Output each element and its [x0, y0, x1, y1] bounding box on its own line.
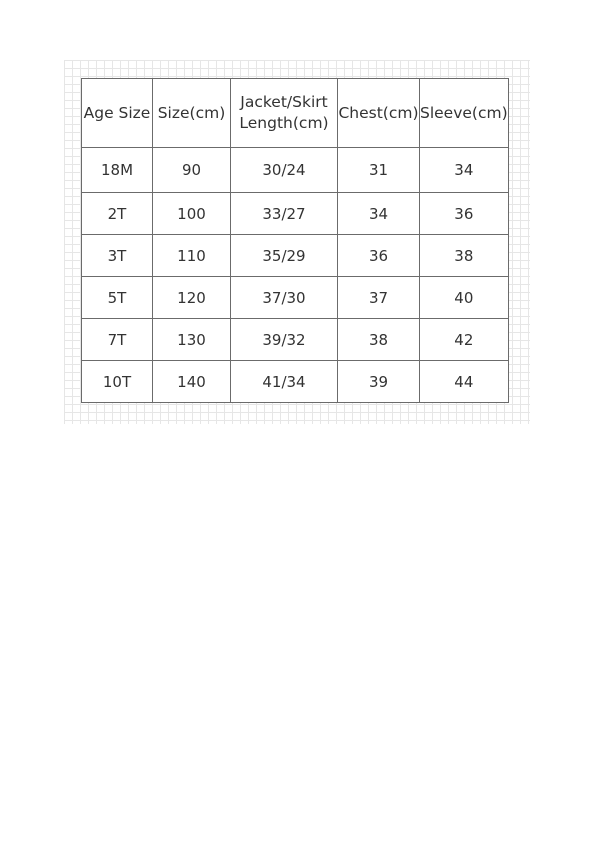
- cell-age-size: 18M: [82, 148, 153, 193]
- cell-size: 140: [153, 361, 231, 403]
- cell-length: 35/29: [231, 235, 338, 277]
- cell-sleeve: 36: [420, 193, 509, 235]
- cell-chest: 36: [338, 235, 420, 277]
- cell-sleeve: 44: [420, 361, 509, 403]
- table-row: [82, 319, 509, 361]
- cell-size: 120: [153, 277, 231, 319]
- cell-age-size: 5T: [82, 277, 153, 319]
- cell-age-size: 10T: [82, 361, 153, 403]
- table-row: [82, 361, 509, 403]
- cell-age-size: 2T: [82, 193, 153, 235]
- size-chart-table: [81, 78, 509, 403]
- cell-chest: 37: [338, 277, 420, 319]
- cell-age-size: 3T: [82, 235, 153, 277]
- cell-sleeve: 40: [420, 277, 509, 319]
- header-age-size: Age Size: [82, 79, 153, 148]
- cell-chest: 39: [338, 361, 420, 403]
- cell-chest: 31: [338, 148, 420, 193]
- cell-size: 110: [153, 235, 231, 277]
- cell-size: 90: [153, 148, 231, 193]
- cell-sleeve: 34: [420, 148, 509, 193]
- table-header-row: [82, 79, 509, 148]
- cell-length: 33/27: [231, 193, 338, 235]
- cell-length: 41/34: [231, 361, 338, 403]
- cell-length: 30/24: [231, 148, 338, 193]
- cell-size: 100: [153, 193, 231, 235]
- cell-chest: 34: [338, 193, 420, 235]
- header-size-cm: Size(cm): [153, 79, 231, 148]
- table-row: [82, 193, 509, 235]
- cell-chest: 38: [338, 319, 420, 361]
- cell-length: 39/32: [231, 319, 338, 361]
- cell-sleeve: 42: [420, 319, 509, 361]
- header-sleeve-cm: Sleeve(cm): [420, 79, 509, 148]
- header-chest-cm: Chest(cm): [338, 79, 420, 148]
- table-row: [82, 148, 509, 193]
- table-row: [82, 277, 509, 319]
- cell-sleeve: 38: [420, 235, 509, 277]
- cell-length: 37/30: [231, 277, 338, 319]
- table-row: [82, 235, 509, 277]
- cell-age-size: 7T: [82, 319, 153, 361]
- cell-size: 130: [153, 319, 231, 361]
- header-jacket-skirt-length: Jacket/Skirt Length(cm): [231, 79, 338, 148]
